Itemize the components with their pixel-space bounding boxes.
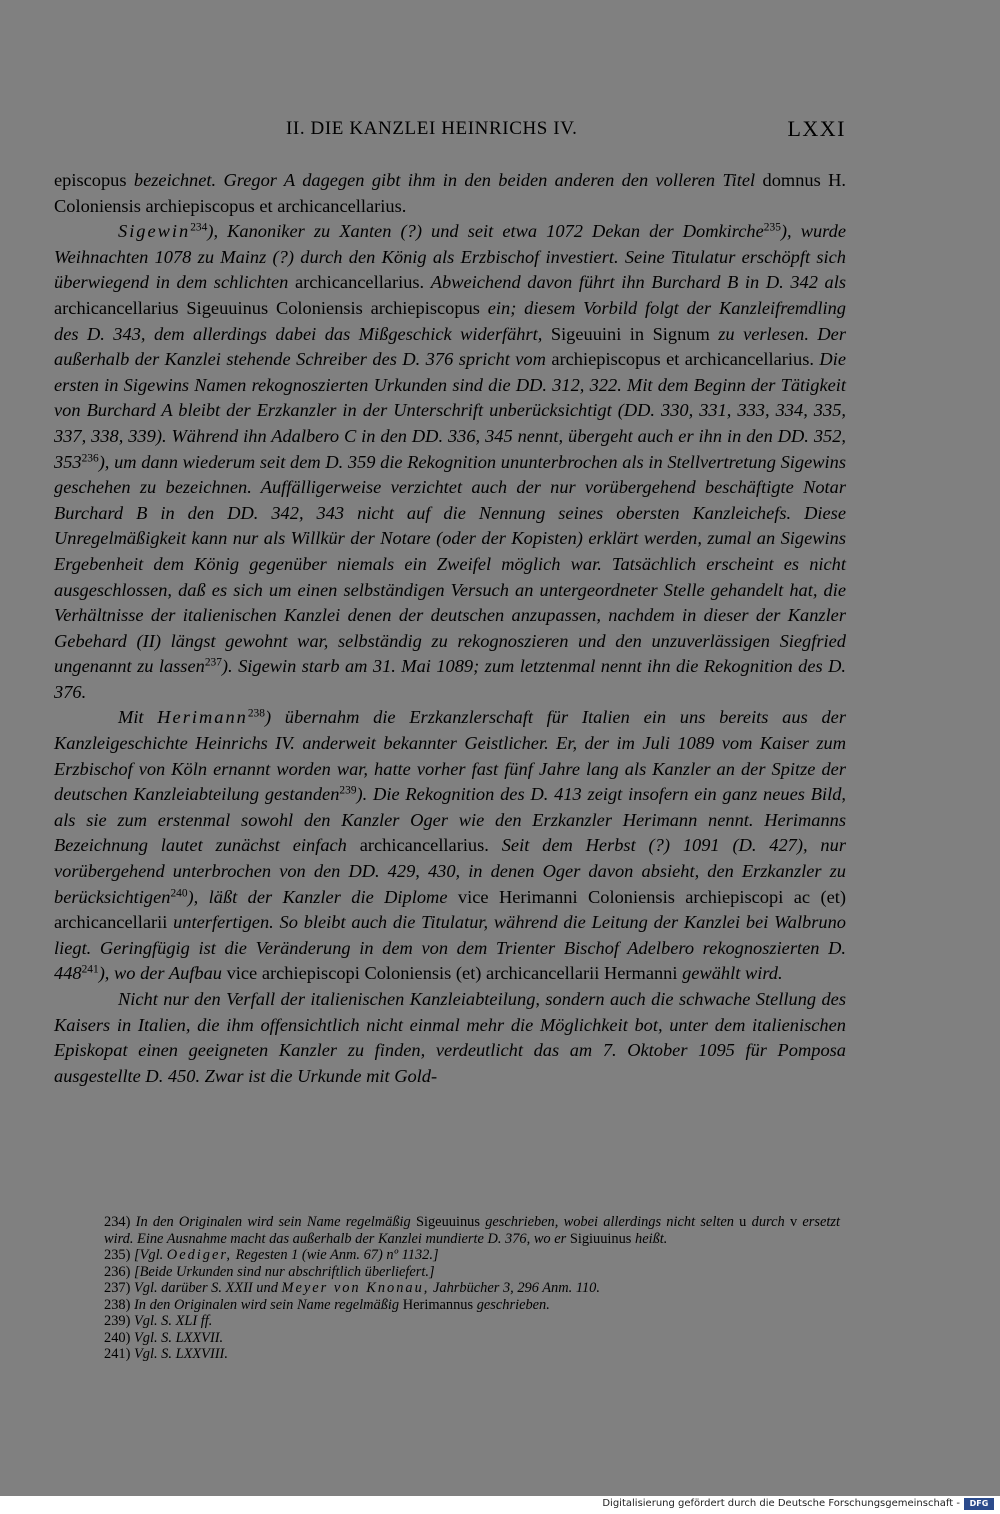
- dfg-logo: DFG: [964, 1498, 994, 1510]
- footnote-237: [104, 1280, 840, 1297]
- text-span: bezeichnet. Gregor A dagegen gibt ihm in den beiden anderen den volleren Titel: [133, 170, 756, 190]
- latin-term: Sigiuuinus: [569, 1230, 632, 1247]
- body-text: [54, 168, 846, 1089]
- text-span: gewählt wird.: [682, 963, 783, 984]
- footnote-ref[interactable]: 235: [763, 221, 781, 234]
- latin-term: Sigeuuini in Signum: [550, 323, 710, 344]
- latin-term: domnus H. Coloniensis archiepiscopus et archicancellarius.: [54, 170, 846, 216]
- latin-term: archicancellarius Sigeuuinus Coloniensis archiepiscopus: [54, 297, 480, 318]
- text-span: Die ersten in Sigewins Namen rekognoszierten Urkunden sind die DD. 312, 322. Mit dem Beginn der Tätigkeit von Burchard A bleibt der Erzkanzler in der Unterschrift unberücksichtigt (DD. 330, 331, 333, 334, 335, 337, 338, 339). Während ihn Adalbero C in den DD. 336, 345 nennt, übergeht auch er ihn in den DD. 352, 353: [54, 349, 846, 472]
- footnote-235: [104, 1247, 840, 1264]
- footnote-239: [104, 1313, 840, 1330]
- latin-term: vice archiepiscopi Coloniensis (et) archicancellarii Hermanni: [226, 963, 678, 984]
- paragraph-3: [54, 705, 846, 987]
- author-name: Oediger,: [166, 1247, 232, 1263]
- author-name: Meyer von Knonau,: [281, 1280, 430, 1296]
- text-span: Vgl. S. LXXVII.: [134, 1329, 224, 1346]
- text-span: [Beide Urkunden sind nur abschriftlich überliefert.]: [134, 1263, 435, 1280]
- footnote-ref[interactable]: 236: [81, 452, 99, 465]
- text-span: heißt.: [635, 1230, 668, 1247]
- footnote-ref[interactable]: 238: [247, 708, 265, 721]
- latin-term: archiepiscopus et archicancellarius.: [551, 349, 814, 370]
- footnote-number: 238): [104, 1296, 131, 1313]
- text-span: In den Originalen wird sein Name regelmäßig: [135, 1214, 411, 1230]
- text-span: ). Sigewin starb am 31. Mai 1089; zum letztenmal nennt ihn die Rekognition des D. 376.: [54, 656, 846, 702]
- footnote-236: [104, 1264, 840, 1281]
- footer-credit: Digitalisierung gefördert durch die Deutsche Forschungsgemeinschaft -: [602, 1498, 960, 1509]
- text-span: Nicht nur den Verfall der italienischen Kanzleiabteilung, sondern auch die schwache Stellung des Kaisers in Italien, die ihm offensichtlich nicht einmal mehr die Möglichkeit bot, unter dem italienischen Episkopat einen geeigneten Kanzler zu finden, verdeutlicht das am 7. Oktober 1095 für Pomposa ausgestellte D. 450. Zwar ist die Urkunde mit Gold-: [54, 989, 846, 1086]
- latin-term: u: [739, 1214, 747, 1230]
- footnote-number: 239): [104, 1313, 131, 1329]
- text-span: ), Kanoniker zu Xanten (?) und seit etwa 1072 Dekan der Domkirche: [207, 221, 764, 242]
- paragraph-2: [54, 219, 846, 705]
- footnote-ref[interactable]: 239: [339, 784, 357, 797]
- text-span: ein; diesem Vorbild folgt der Kanzleifremdling des D. 343, dem allerdings dabei das Mißgeschick widerfährt,: [54, 297, 846, 344]
- text-span: ), um dann wiederum seit dem D. 359 die Rekognition ununterbrochen als in Stellvertretung Sigewins geschehen zu bezeichnen. Auffälligerweise verzichtet auch der nur vorübergehend beschäftigte Notar Burchard B in den DD. 342, 343 nicht auf die Nennung seines obersten Kanzleichefs. Diese Unregelmäßigkeit kann nur als Willkür der Notare (oder der Kopisten) erklärt werden, zumal an Sigewins Ergebenheit dem König gegenüber niemals ein Zweifel möglich war. Tatsächlich erscheint es nicht ausgeschlossen, daß es sich um einen selbständigen Versuch an untergeordneter Stelle gehandelt hat, die Verhältnisse der italienischen Kanzlei denen der deutschen anzupassen, nachdem in dieser der Kanzler Gebehard (II) längst gewohnt war, selbständig zu rekognoszieren und den unzuverlässigen Siegfried ungenannt zu lassen: [54, 451, 846, 677]
- text-span: In den Originalen wird sein Name regelmäßig: [134, 1296, 400, 1313]
- footnote-ref[interactable]: 241: [81, 964, 99, 977]
- footnote-ref[interactable]: 240: [170, 887, 188, 900]
- footnote-238: [104, 1297, 840, 1314]
- text-span: ), läßt der Kanzler die Diplome: [187, 886, 448, 907]
- text-span: [Vgl.: [134, 1247, 164, 1263]
- text-span: Vgl. S. XLI ff.: [134, 1313, 213, 1329]
- footnote-number: 236): [104, 1263, 131, 1280]
- text-span: ), wo der Aufbau: [98, 963, 222, 984]
- latin-term: Sigeuuinus: [415, 1214, 480, 1230]
- latin-term: Herimannus: [402, 1296, 474, 1313]
- paragraph-4: [54, 987, 846, 1089]
- footnote-241: [104, 1346, 840, 1363]
- text-span: Regesten 1 (wie Anm. 67) nº 1132.]: [235, 1247, 439, 1263]
- text-span: Vgl. darüber S. XXII und: [134, 1280, 278, 1296]
- footnote-ref[interactable]: 237: [204, 657, 222, 670]
- footnote-number: 237): [104, 1280, 131, 1296]
- text-span: ) übernahm die Erzkanzlerschaft für Italien ein uns bereits aus der Kanzleigeschichte Heinrichs IV. anderweit bekannter Geistlicher. Er, der im Juli 1089 vom Kaiser zum Erzbischof von Köln ernannt worden war, hatte vorher fast fünf Jahre lang als Kanzler an der Spitze der deutschen Kanzleiabteilung gestanden: [54, 707, 846, 805]
- latin-term: archicancellarius.: [294, 272, 425, 293]
- footnote-number: 234): [104, 1214, 131, 1230]
- page-number: LXXI: [787, 116, 846, 141]
- text-span: geschrieben, wobei allerdings nicht selten: [485, 1214, 734, 1230]
- text-span: durch: [751, 1214, 785, 1230]
- latin-term: archicancellarius.: [359, 835, 489, 856]
- text-span: Mit: [118, 707, 144, 728]
- text-span: unterfertigen. So bleibt auch die Titulatur, während die Leitung der Kanzlei bei Walbruno liegt. Geringfügig ist die Veränderung in dem von dem Trienter Bischof Adelbero rekognoszierten D. 448: [54, 912, 846, 984]
- text-span: ersetzt wird. Eine Ausnahme macht das außerhalb der Kanzlei mundierte D. 376, wo er: [104, 1214, 840, 1247]
- footnote-234: [104, 1214, 840, 1247]
- text-span: ). Die Rekognition des D. 413 zeigt insofern ein ganz neues Bild, als sie zum erstenmal sowohl den Kanzler Oger wie den Erzkanzler Herimann nennt. Herimanns Bezeichnung lautet zunächst einfach: [54, 784, 846, 856]
- text-span: Vgl. S. LXXVIII.: [134, 1346, 228, 1362]
- footnote-240: [104, 1330, 840, 1347]
- running-title: II. DIE KANZLEI HEINRICHS IV.: [286, 118, 578, 139]
- text-span: geschrieben.: [476, 1296, 550, 1313]
- page-header: [54, 118, 846, 144]
- footnote-number: 241): [104, 1346, 131, 1362]
- person-name: Herimann: [157, 707, 248, 728]
- text-span: Jahrbücher 3, 296 Anm. 110.: [433, 1280, 600, 1296]
- person-name: Sigewin: [118, 221, 191, 242]
- paragraph-1: [54, 168, 846, 219]
- footnote-number: 240): [104, 1329, 131, 1346]
- footnote-ref[interactable]: 234: [190, 221, 208, 234]
- latin-term: episcopus: [54, 170, 127, 190]
- text-span: ), wurde Weihnachten 1078 zu Mainz (?) durch den König als Erzbischof investiert. Seine Titulatur erschöpft sich überwiegend in dem schlichten: [54, 221, 847, 293]
- latin-term: vice Herimanni Coloniensis archiepiscopi ac (et) archicancellarii: [54, 886, 846, 933]
- text-span: Abweichend davon führt ihn Burchard B in D. 342 als: [430, 272, 847, 293]
- footnote-number: 235): [104, 1247, 131, 1263]
- digitization-footer: [0, 1496, 1000, 1514]
- text-span: zu verlesen. Der außerhalb der Kanzlei stehende Schreiber des D. 376 spricht vom: [54, 323, 846, 370]
- latin-term: v: [789, 1214, 798, 1230]
- text-span: Seit dem Herbst (?) 1091 (D. 427), nur vorübergehend unterbrochen von den DD. 429, 430, in denen Oger davon absieht, den Erzkanzler zu berücksichtigen: [54, 835, 846, 907]
- footnotes: [104, 1214, 840, 1363]
